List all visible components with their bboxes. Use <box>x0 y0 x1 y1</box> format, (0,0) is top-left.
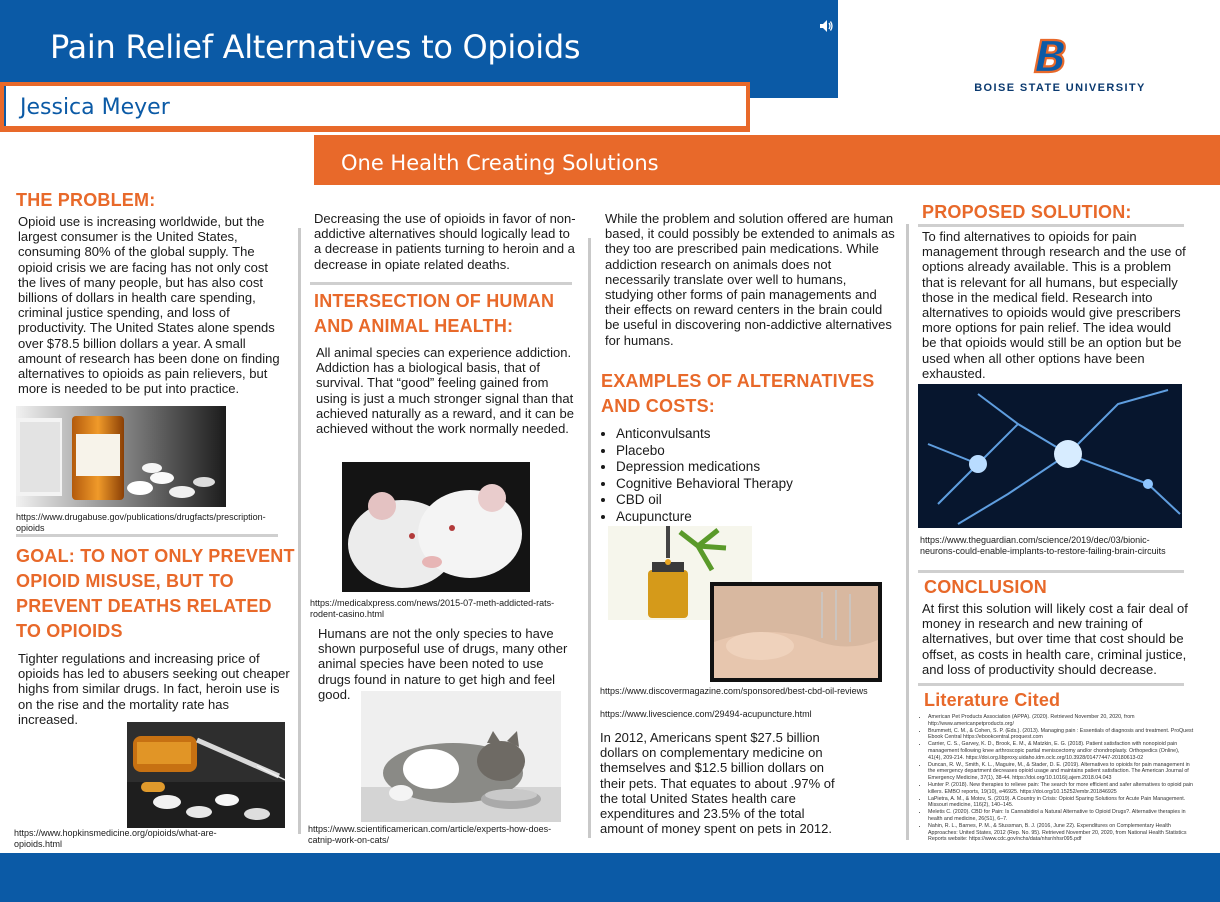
references <box>918 714 1194 843</box>
col2-intro-text: Decreasing the use of opioids in favor of non-addictive alternatives should logically lead to a decrease in patients turning to heroin and a decrease in opiate related deaths. <box>314 211 576 272</box>
title-bar-extension <box>750 82 838 98</box>
cbd-source[interactable]: https://www.discovermagazine.com/sponsored/best-cbd-oil-reviews <box>600 686 868 696</box>
reference-item: • Meletis C. (2020). CBD for Pain: Is Cannabidiol a Natural Alternative to Opioid Drugs?. Alternative therapies in health and medicine, 26(S1), 6–7. <box>928 809 1194 823</box>
cat-source[interactable]: https://www.scientificamerican.com/article/experts-how-does-catnip-work-on-cats/ <box>308 824 552 845</box>
column-divider <box>588 238 591 838</box>
rats-image <box>342 462 530 592</box>
col3-intro-text: While the problem and solution offered are human based, it could possibly be extended to animals as they too are prescribed pain medications. While addiction research on animals does not necessarily translate over well to humans, studying other forms of pain managements and their effects on reward centers in the brain could be useful in discovering non-addictive alternatives for humans. <box>605 211 895 348</box>
section-divider <box>16 534 278 537</box>
solution-text: To find alternatives to opioids for pain management through research and the use of options already available. This is a problem that is relevant for all humans, but especially those in the medical field. Research into alternatives to opioids would give prescribers more options for pain relief. The idea would be that opioids would still be an option but be used when all other options have been exhausted. <box>922 229 1186 381</box>
author-name: Jessica Meyer <box>20 95 170 120</box>
logo-letter: B <box>1034 32 1068 83</box>
reference-item: • Hunter P. (2018). New therapies to relieve pain: The search for more efficient and safer alternatives to opioid pain killers. EMBO reports, 19(10), e46925. https://doi.org/10.15252/embr.201846925 <box>928 782 1194 796</box>
reference-item: • Nahin, R. L., Barnes, P. M., & Stussman, B. J. (2016, June 22). Expenditures on Complementary Health Approaches: United States, 2012 (Rep. No. 95). Retrieved November 20, 2020, from National Health Statistics Reports website: https://www.cdc.gov/nchs/data/nhsr/nhsr095.pdf <box>928 823 1194 843</box>
goal-heading: GOAL: TO NOT ONLY PREVENT OPIOID MISUSE, BUT TO PREVENT DEATHS RELATED TO OPIOIDS <box>16 546 295 641</box>
subtitle: One Health Creating Solutions <box>341 151 659 175</box>
pill-bottle-image <box>16 406 226 507</box>
cat-image <box>361 691 561 822</box>
list-item: • Placebo <box>616 443 906 460</box>
footer-bar <box>0 853 1220 902</box>
reference-item: • American Pet Products Association (APPA). (2020). Retrieved November 20, 2020, from http://www.americanpetproducts.org/ <box>928 714 1194 728</box>
title-bar <box>0 0 838 82</box>
goal-text: Tighter regulations and increasing price of opioids has led to abusers seeking out cheaper highs from similar drugs. In fact, heroin use is on the rise and the mortality rate has increased. <box>18 651 290 727</box>
neuron-image <box>918 384 1182 528</box>
problem-heading: THE PROBLEM: <box>16 190 156 210</box>
list-item: • Acupuncture <box>616 509 906 526</box>
reference-item: • LaPietra, A. M., & Motov, S. (2019). A Country in Crisis: Opioid Sparing Solutions for Acute Pain Management. Missouri medicine, 116(2), 140–145. <box>928 796 1194 810</box>
author-box <box>4 86 746 126</box>
neuron-source[interactable]: https://www.theguardian.com/science/2019/dec/03/bionic-neurons-could-enable-implants-to-restore-failing-brain-circuits <box>920 535 1166 556</box>
intersection-heading: INTERSECTION OF HUMAN AND ANIMAL HEALTH: <box>314 291 555 336</box>
column-divider <box>298 228 301 834</box>
subtitle-bar <box>314 135 1220 185</box>
section-divider <box>918 683 1184 686</box>
literature-heading: Literature Cited <box>924 690 1061 710</box>
syringe-source[interactable]: https://www.hopkinsmedicine.org/opioids/what-are-opioids.html <box>14 828 217 849</box>
acupuncture-source[interactable]: https://www.livescience.com/29494-acupuncture.html <box>600 709 812 719</box>
list-item: • Cognitive Behavioral Therapy <box>616 476 906 493</box>
section-divider <box>310 282 572 285</box>
list-item: • CBD oil <box>616 492 906 509</box>
problem-text: Opioid use is increasing worldwide, but the largest consumer is the United States, consuming 80% of the global supply. The opioid crisis we are facing has not only cost the lives of many people, but has also cost billions of dollars in health care spending, criminal justice spending, and loss of productivity. The United States alone spends over $78.5 billion dollars a year. A small amount of research has been done on finding alternatives to opioids as pain relievers, but more is needed to be put into practice. <box>18 214 280 397</box>
intersection-text: All animal species can experience addiction. Addiction has a biological basis, that of survival. That “good” feeling gained from using is just a much stronger signal than that achieved naturally as a reward, and it can be achieved without the work normally needed. <box>316 345 574 437</box>
section-divider <box>918 570 1184 573</box>
costs-text: In 2012, Americans spent $27.5 billion dollars on complementary medicine on themselves and $12.5 billion dollars on their pets. That equates to about .97% of the total United States health care expenditures and 23.5% of the total amount of money spent on pets in 2012. <box>600 730 835 837</box>
species-text: Humans are not the only species to have shown purposeful use of drugs, many other animal species have been noted to use drugs found in nature to get high and feel good. <box>318 626 568 702</box>
syringe-pills-image <box>127 722 285 828</box>
poster-title: Pain Relief Alternatives to Opioids <box>50 28 581 66</box>
acupuncture-image <box>710 582 882 682</box>
solution-heading: PROPOSED SOLUTION: <box>922 202 1132 222</box>
university-name: BOISE STATE UNIVERSITY <box>974 82 1146 94</box>
column-divider <box>906 224 909 840</box>
pills-source[interactable]: https://www.drugabuse.gov/publications/drugfacts/prescription-opioids <box>16 512 266 533</box>
examples-heading: EXAMPLES OF ALTERNATIVES AND COSTS: <box>601 371 875 416</box>
reference-item: • Carrier, C. S., Garvey, K. D., Brook, E. M., & Matzkin, E. G. (2018). Patient satisfaction with nonopioid pain management following knee arthroscopic partial meniscectomy and/or chondroplasty. Orthopedics (Online), 41(4), 209-214. https://doi.org.libproxy.uidaho.idm.oclc.org/10.3928/01477447-20180613-02 <box>928 741 1194 761</box>
reference-item: • Duncan, R. W., Smith, K. L., Maguire, M., & Stader, D. E. (2019). Alternatives to opioids for pain management in the emergency department decreases opioid usage and maintains patient satisfaction. The American Journal of Emergency Medicine, 37(1), 38-44. https://doi.org/10.1016/j.ajem.2018.04.043 <box>928 762 1194 782</box>
reference-item: • Brummett, C. M., & Cohen, S. P. (Eds.). (2013). Managing pain : Essentials of diagnosis and treatment. ProQuest Ebook Central https://ebookcentral.proquest.com <box>928 728 1194 742</box>
rats-source[interactable]: https://medicalxpress.com/news/2015-07-meth-addicted-rats-rodent-casino.html <box>310 598 555 619</box>
alternatives-list <box>600 426 906 526</box>
speaker-icon[interactable] <box>818 18 834 34</box>
list-item: • Anticonvulsants <box>616 426 906 443</box>
section-divider <box>918 224 1184 227</box>
list-item: • Depression medications <box>616 459 906 476</box>
conclusion-heading: CONCLUSION <box>924 577 1047 597</box>
conclusion-text: At first this solution will likely cost a fair deal of money in research and new training of alternatives, but over time that cost should be offset, as costs in health care, criminal justice, and loss of productivity should decrease. <box>922 601 1188 677</box>
